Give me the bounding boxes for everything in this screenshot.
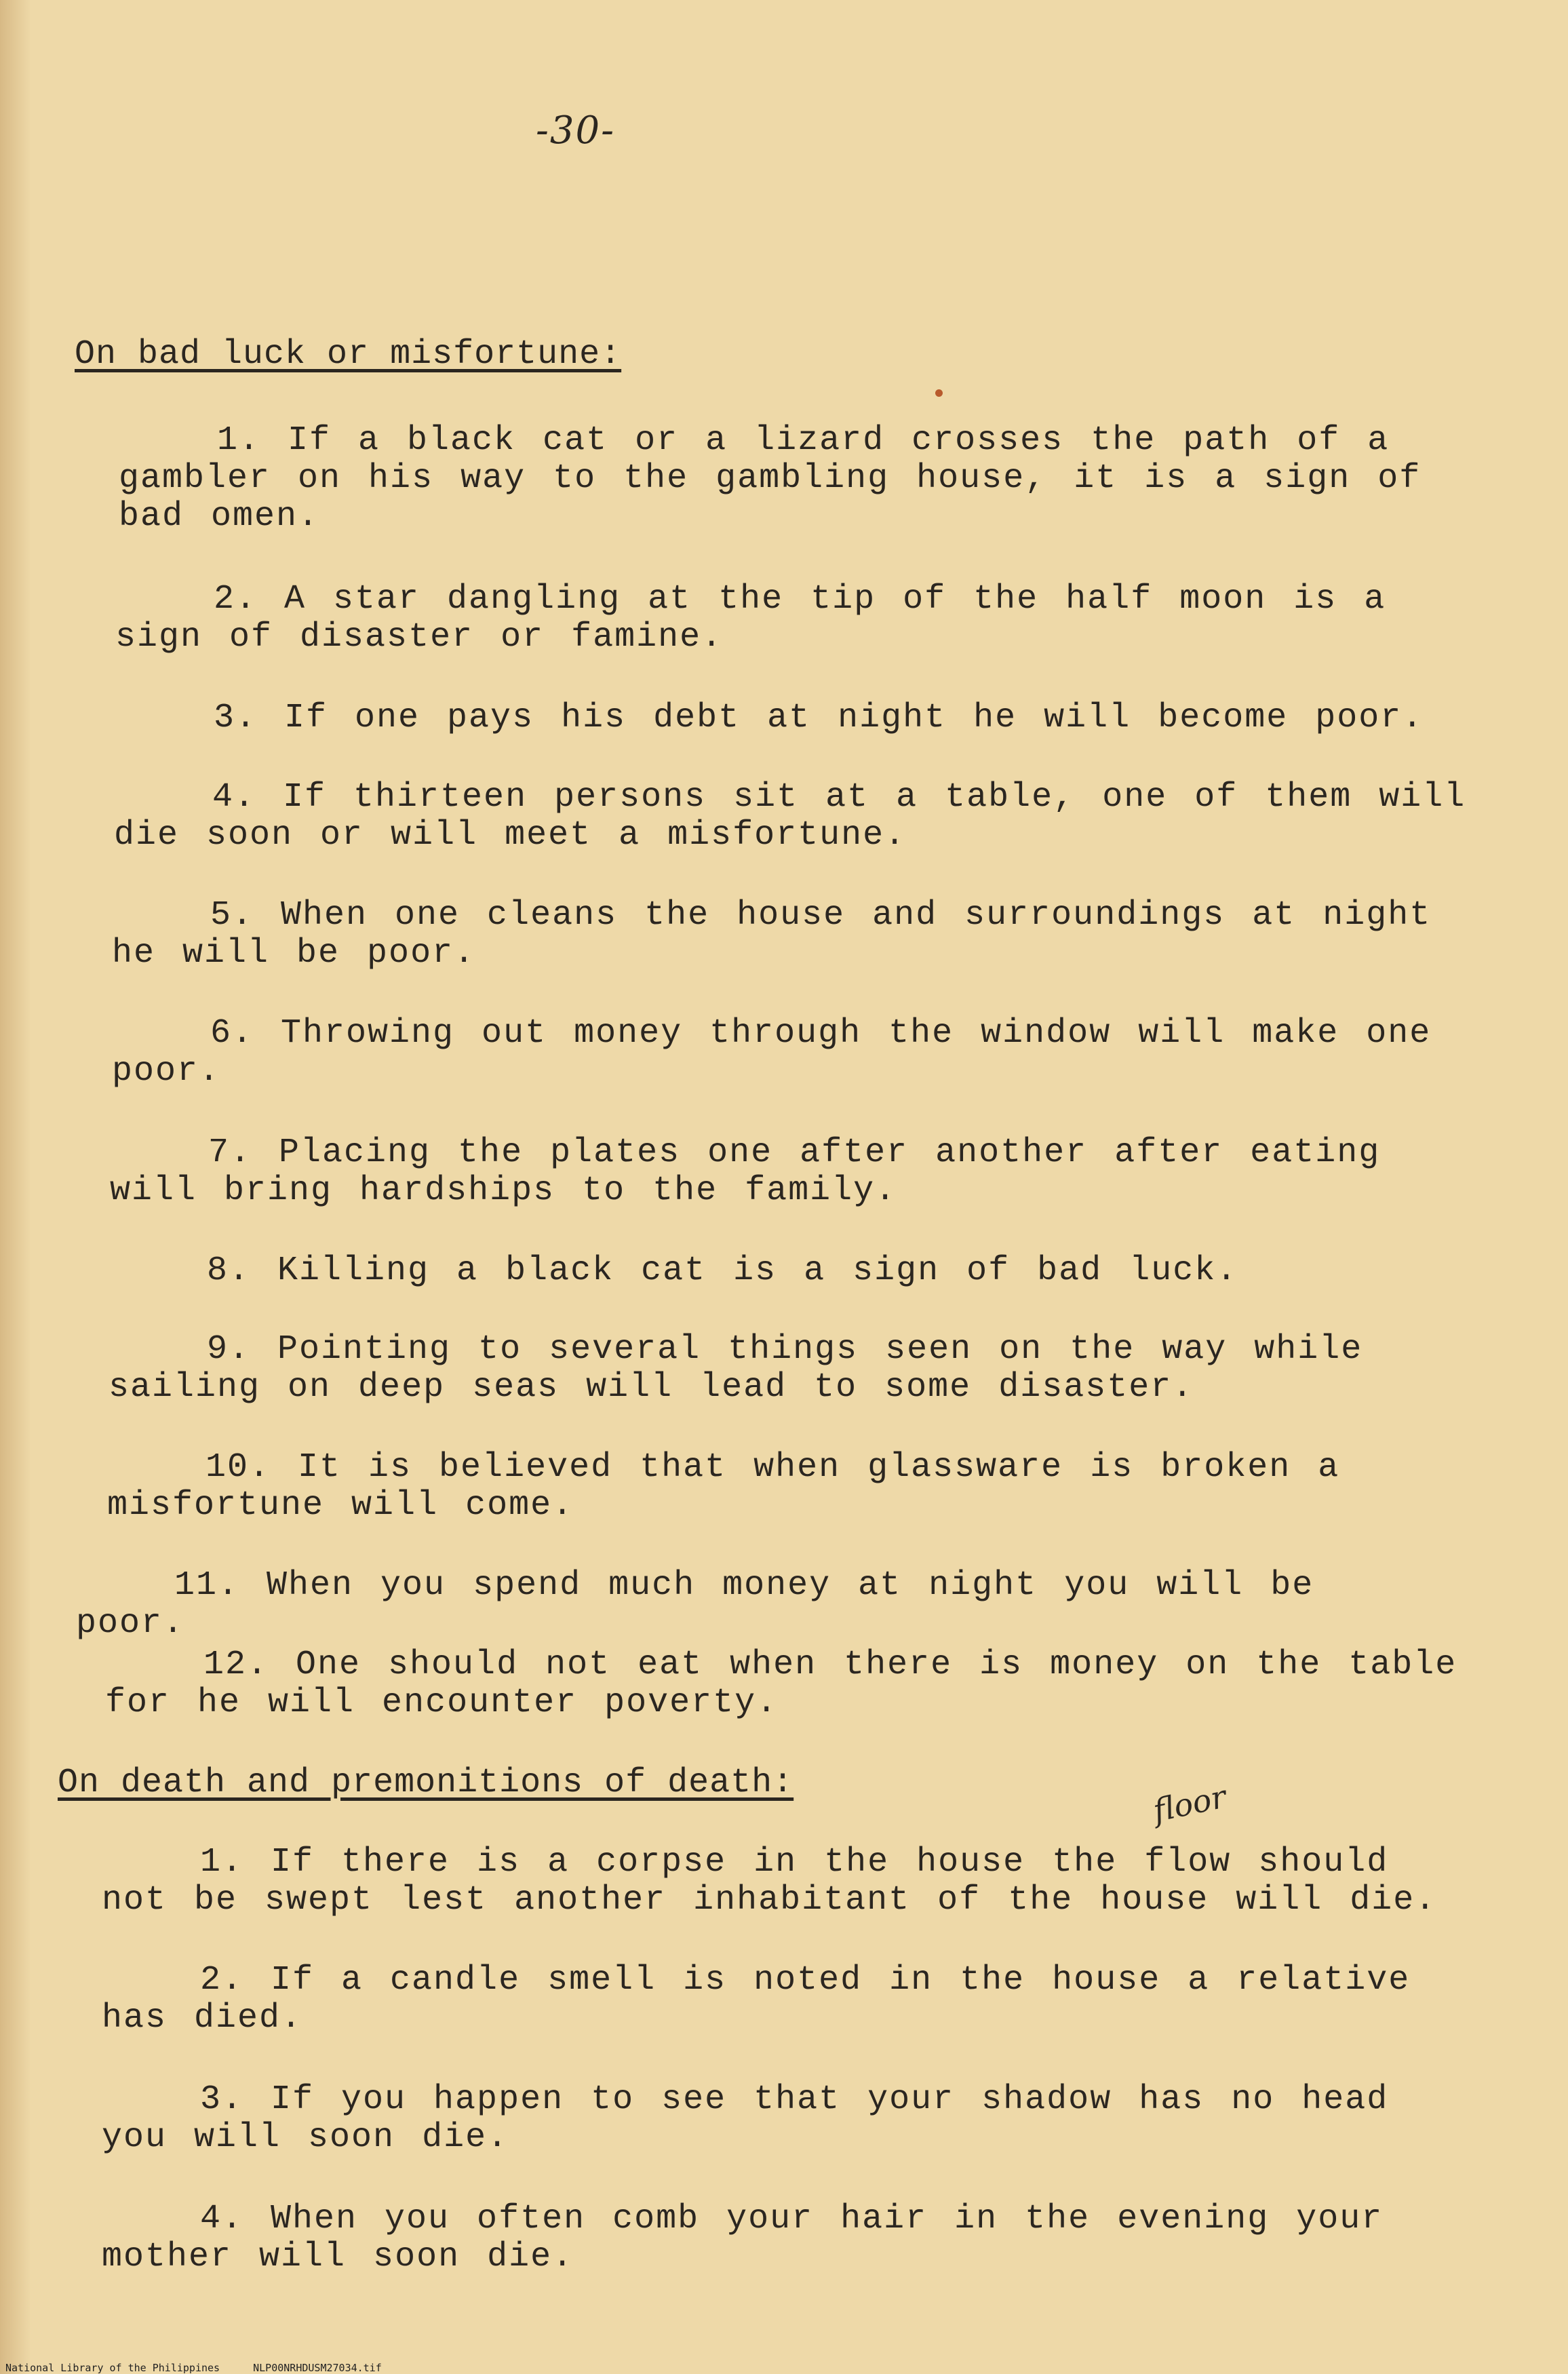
list-item: 5. When one cleans the house and surroundings at night he will be poor.	[112, 896, 1432, 973]
list-item: 2. If a candle smell is noted in the house a relative has died.	[102, 1961, 1411, 2038]
list-item: 1. If a black cat or a lizard crosses the path of a gambler on his way to the gambling house, it is a sign of bad omen.	[119, 421, 1422, 536]
list-item: 9. Pointing to several things seen on the way while sailing on deep seas will lead to some disaster.	[109, 1330, 1363, 1407]
list-item: 3. If you happen to see that your shadow has no head you will soon die.	[102, 2080, 1389, 2157]
page-edge-shadow	[0, 0, 31, 2374]
list-item: 3. If one pays his debt at night he will become poor.	[214, 699, 1424, 737]
section-heading-death: On death and premonitions of death:	[58, 1764, 794, 1802]
section-heading-bad-luck: On bad luck or misfortune:	[75, 335, 622, 374]
list-item: 2. A star dangling at the tip of the half moon is a sign of disaster or famine.	[115, 580, 1386, 657]
footer-filename: NLP00NRHDUSM27034.tif	[253, 2362, 382, 2374]
list-item: 7. Placing the plates one after another after eating will bring hardships to the family.	[110, 1133, 1381, 1210]
ink-dot	[935, 389, 943, 397]
list-item: 8. Killing a black cat is a sign of bad luck.	[207, 1251, 1238, 1290]
list-item: 11. When you spend much money at night you will be poor.	[76, 1566, 1314, 1643]
list-item: 6. Throwing out money through the window will make one poor.	[112, 1014, 1432, 1091]
handwritten-correction: floor	[1150, 1778, 1230, 1829]
footer-library: National Library of the Philippines	[5, 2362, 220, 2374]
list-item: 4. If thirteen persons sit at a table, one of them will die soon or will meet a misfortune.	[114, 778, 1466, 855]
list-item: 1. If there is a corpse in the house the flow should not be swept lest another inhabitant of the house will die.	[102, 1843, 1437, 1920]
page-number: -30-	[536, 109, 616, 153]
scan-footer	[5, 2362, 409, 2374]
list-item: 10. It is believed that when glassware is broken a misfortune will come.	[107, 1448, 1340, 1525]
list-item: 4. When you often comb your hair in the evening your mother will soon die.	[102, 2200, 1384, 2276]
list-item: 12. One should not eat when there is money on the table for he will encounter poverty.	[105, 1646, 1457, 1722]
